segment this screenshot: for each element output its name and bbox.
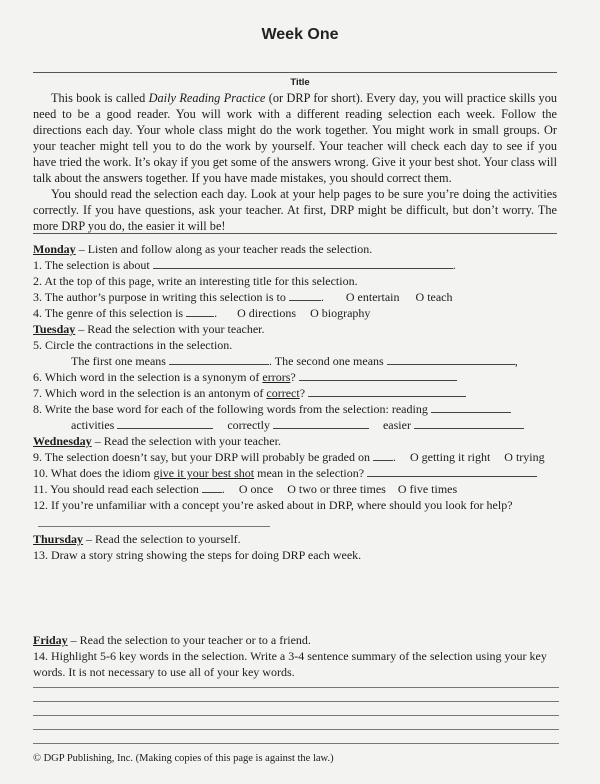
answer-blank[interactable] xyxy=(299,369,457,381)
q8-word-activities: activities xyxy=(71,418,115,432)
q3-text: 3. The author’s purpose in writing this selection is to xyxy=(33,290,286,304)
answer-blank[interactable] xyxy=(367,465,537,477)
page-heading: Week One xyxy=(261,26,339,43)
question-8 xyxy=(33,401,511,417)
option-directions[interactable]: O directions xyxy=(237,306,297,320)
option-five-times[interactable]: O five times xyxy=(397,482,458,496)
q8-text: 8. Write the base word for each of the following words from the selection: xyxy=(33,402,389,416)
summary-line[interactable] xyxy=(33,729,559,730)
tuesday-header xyxy=(33,321,265,337)
wednesday-header xyxy=(33,433,281,449)
answer-blank[interactable] xyxy=(273,417,369,429)
wednesday-instruction: – Read the selection with your teacher. xyxy=(91,434,281,448)
option-entertain[interactable]: O entertain xyxy=(345,290,400,304)
friday-header xyxy=(33,632,311,648)
q10-idiom: give it your best shot xyxy=(153,466,255,480)
answer-blank[interactable] xyxy=(153,257,453,269)
question-5: 5. Circle the contractions in the selection. xyxy=(33,338,233,352)
question-14-line-2: words. It is not necessary to use all of your key words. xyxy=(33,665,295,679)
answer-blank[interactable] xyxy=(186,305,214,317)
answer-blank[interactable] xyxy=(117,417,213,429)
title-write-line xyxy=(33,72,557,73)
friday-label: Friday xyxy=(33,633,68,647)
thursday-instruction: – Read the selection to yourself. xyxy=(83,532,241,546)
question-9 xyxy=(33,449,545,465)
option-biography[interactable]: O biography xyxy=(310,306,371,320)
q12-answer-line[interactable] xyxy=(38,526,270,527)
title-label: Title xyxy=(290,77,310,88)
friday-instruction: – Read the selection to your teacher or to a friend. xyxy=(67,633,311,647)
monday-header xyxy=(33,241,372,257)
drawing-area[interactable] xyxy=(33,566,557,630)
thursday-header xyxy=(33,531,241,547)
q6-text: 6. Which word in the selection is a synonym of xyxy=(33,370,263,384)
question-5-answers xyxy=(71,353,518,369)
monday-label: Monday xyxy=(33,242,76,256)
answer-blank[interactable] xyxy=(373,449,393,461)
intro-paragraph-2 xyxy=(33,186,557,234)
option-once[interactable]: O once xyxy=(238,482,274,496)
summary-line[interactable] xyxy=(33,715,559,716)
question-11 xyxy=(33,481,457,497)
intro-p2-text: You should read the selection each day. Look at your help pages to be sure you’re doing the activities correctly. If you have questions, ask your teacher. At first, DRP might be difficult, but don’t worry. The more DRP you do, the easier it will be! xyxy=(33,187,557,233)
question-10 xyxy=(33,465,537,481)
option-trying[interactable]: O trying xyxy=(504,450,545,464)
q10-text: 10. What does the idiom xyxy=(33,466,154,480)
q5-second: . The second one means xyxy=(268,354,384,368)
q5-first: The first one means xyxy=(71,354,166,368)
q7-text: 7. Which word in the selection is an antonym of xyxy=(33,386,267,400)
question-1 xyxy=(33,257,456,273)
q4-end: . xyxy=(214,306,218,320)
summary-line[interactable] xyxy=(33,687,559,688)
option-teach[interactable]: O teach xyxy=(415,290,453,304)
answer-blank[interactable] xyxy=(308,385,466,397)
question-8-words xyxy=(71,417,524,433)
question-13: 13. Draw a story string showing the steps for doing DRP each week. xyxy=(33,548,362,562)
question-6 xyxy=(33,369,457,385)
q9-end: . xyxy=(392,450,396,464)
q10-end: mean in the selection? xyxy=(254,466,365,480)
q4-text: 4. The genre of this selection is xyxy=(33,306,184,320)
question-4 xyxy=(33,305,370,321)
q8-word-reading: reading xyxy=(391,402,428,416)
copyright-footer: © DGP Publishing, Inc. (Making copies of this page is against the law.) xyxy=(33,753,334,764)
tuesday-instruction: – Read the selection with your teacher. xyxy=(75,322,265,336)
answer-blank[interactable] xyxy=(431,401,511,413)
q3-end: . xyxy=(320,290,324,304)
answer-blank[interactable] xyxy=(387,353,515,365)
monday-instruction: – Listen and follow along as your teacher reads the selection. xyxy=(75,242,373,256)
tuesday-label: Tuesday xyxy=(33,322,76,336)
section-divider xyxy=(33,233,557,234)
intro-paragraph-1 xyxy=(33,90,557,186)
q1-text: 1. The selection is about xyxy=(33,258,150,272)
q9-text: 9. The selection doesn’t say, but your DRP will probably be graded on xyxy=(33,450,370,464)
answer-blank[interactable] xyxy=(414,417,524,429)
intro-p1-text-a: This book is called xyxy=(51,91,149,105)
answer-blank[interactable] xyxy=(202,481,222,493)
answer-blank[interactable] xyxy=(289,289,321,301)
q8-word-correctly: correctly xyxy=(227,418,270,432)
q7-end: ? xyxy=(299,386,306,400)
q11-end: . xyxy=(221,482,225,496)
option-getting-it-right[interactable]: O getting it right xyxy=(409,450,491,464)
question-3 xyxy=(33,289,453,305)
summary-line[interactable] xyxy=(33,743,559,744)
book-name: Daily Reading Practice xyxy=(148,91,266,105)
intro-p1-text-b: (or DRP for short). Every day, you will practice skills you need to be a good reader. You will work with a different reading selection each week. Follow the directions each day. Your whole class might do the work together. You might work in small groups. Or your teacher might tell you to do the work by yourself. Your teacher will check each day to see if you have tried the work. It’s okay if you get some of the answers wrong. Give it your best shot. Your class will talk about the answers together. If you have made mistakes, you should correct them. xyxy=(33,91,557,185)
question-2: 2. At the top of this page, write an interesting title for this selection. xyxy=(33,274,358,288)
question-14-line-1: 14. Highlight 5-6 key words in the selection. Write a 3-4 sentence summary of the selection using your key xyxy=(33,649,547,663)
wednesday-label: Wednesday xyxy=(33,434,92,448)
q1-end: . xyxy=(452,258,456,272)
q7-word: correct xyxy=(266,386,300,400)
question-12: 12. If you’re unfamiliar with a concept you’re asked about in DRP, where should you look for help? xyxy=(33,498,513,512)
question-7 xyxy=(33,385,466,401)
q6-word: errors xyxy=(262,370,291,384)
q6-end: ? xyxy=(290,370,296,384)
answer-blank[interactable] xyxy=(169,353,269,365)
q11-text: 11. You should read each selection xyxy=(33,482,199,496)
summary-line[interactable] xyxy=(33,701,559,702)
q8-word-easier: easier xyxy=(382,418,411,432)
thursday-label: Thursday xyxy=(33,532,84,546)
option-two-or-three-times[interactable]: O two or three times xyxy=(287,482,386,496)
q5-end: , xyxy=(514,354,518,368)
